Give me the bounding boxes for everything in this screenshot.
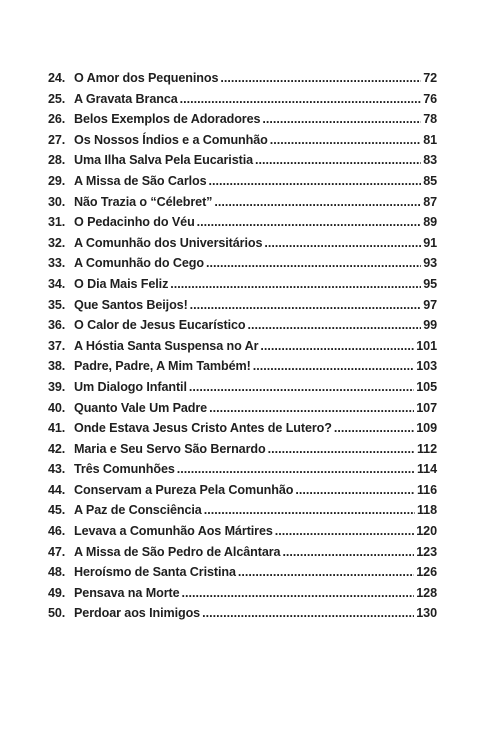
toc-entry-number: 29. xyxy=(48,173,66,188)
toc-entry-title: Onde Estava Jesus Cristo Antes de Lutero? xyxy=(74,421,332,436)
toc-entry-page: 114 xyxy=(416,462,437,477)
toc-entry-title: A Gravata Branca xyxy=(74,91,178,106)
toc-entry-page: 85 xyxy=(423,173,437,188)
toc-entry-title: A Hóstia Santa Suspensa no Ar xyxy=(74,338,259,353)
toc-entry xyxy=(48,524,437,545)
toc-entry-number: 45. xyxy=(48,503,66,518)
dot-leader xyxy=(209,401,414,415)
dot-leader xyxy=(220,71,421,85)
toc-entry-title: A Comunhão dos Universitários xyxy=(74,235,263,250)
toc-entry-number: 48. xyxy=(48,565,66,580)
toc-entry-title: Três Comunhões xyxy=(74,462,175,477)
toc-entry xyxy=(48,133,437,154)
toc-entry-page: 112 xyxy=(416,441,437,456)
toc-entry xyxy=(48,298,437,319)
toc-entry-number: 40. xyxy=(48,400,66,415)
toc-entry-page: 103 xyxy=(416,359,437,374)
toc-entry-page: 89 xyxy=(423,215,437,230)
toc-entry-page: 87 xyxy=(423,194,437,209)
toc-entry-title: O Amor dos Pequeninos xyxy=(74,71,219,85)
toc-entry-page: 81 xyxy=(423,132,437,147)
dot-leader xyxy=(255,153,421,167)
toc-entry-page: 76 xyxy=(423,91,437,106)
dot-leader xyxy=(214,195,421,209)
toc-entry-number: 44. xyxy=(48,482,66,497)
dot-leader xyxy=(189,380,414,394)
dot-leader xyxy=(282,545,414,559)
toc-entry-title: O Pedacinho do Véu xyxy=(74,215,195,230)
dot-leader xyxy=(268,442,415,456)
toc-entry-number: 42. xyxy=(48,441,66,456)
toc-entry-title: Quanto Vale Um Padre xyxy=(74,400,208,415)
toc-entry-page: 99 xyxy=(423,318,437,333)
toc-entry-page: 118 xyxy=(416,503,437,518)
toc-entry-number: 43. xyxy=(48,462,66,477)
toc-entry-page: 123 xyxy=(416,544,437,559)
toc-entry-title: Uma Ilha Salva Pela Eucaristia xyxy=(74,153,254,168)
toc-entry-number: 37. xyxy=(48,338,66,353)
dot-leader xyxy=(177,462,415,476)
toc-entry xyxy=(48,277,437,298)
toc-entry-title: Belos Exemplos de Adoradores xyxy=(74,112,261,127)
toc-entry xyxy=(48,462,437,483)
toc-entry xyxy=(48,112,437,133)
dot-leader xyxy=(204,503,415,517)
toc-entry-title: A Comunhão do Cego xyxy=(74,256,204,271)
toc-entry xyxy=(48,565,437,586)
toc-entry-number: 41. xyxy=(48,421,66,436)
toc-entry-page: 83 xyxy=(423,153,437,168)
dot-leader xyxy=(206,256,421,270)
toc-entry-title: A Missa de São Carlos xyxy=(74,173,207,188)
dot-leader xyxy=(182,586,415,600)
dot-leader xyxy=(209,174,422,188)
toc-entry-title: Conservam a Pureza Pela Comunhão xyxy=(74,482,294,497)
table-of-contents xyxy=(48,71,437,627)
toc-entry-title: A Paz de Consciência xyxy=(74,503,202,518)
toc-entry-page: 107 xyxy=(416,400,437,415)
dot-leader xyxy=(247,318,421,332)
toc-entry xyxy=(48,503,437,524)
dot-leader xyxy=(202,606,414,620)
dot-leader xyxy=(262,112,421,126)
toc-entry-title: Que Santos Beijos! xyxy=(74,297,188,312)
dot-leader xyxy=(253,359,415,373)
toc-entry xyxy=(48,318,437,339)
dot-leader xyxy=(270,133,421,147)
toc-entry-title: A Missa de São Pedro de Alcântara xyxy=(74,544,281,559)
toc-entry-number: 27. xyxy=(48,132,66,147)
toc-entry-page: 130 xyxy=(416,606,437,621)
toc-entry-number: 49. xyxy=(48,585,66,600)
toc-entry-page: 93 xyxy=(423,256,437,271)
dot-leader xyxy=(264,236,421,250)
toc-entry xyxy=(48,92,437,113)
toc-entry xyxy=(48,442,437,463)
toc-entry xyxy=(48,339,437,360)
toc-entry xyxy=(48,153,437,174)
toc-entry-page: 72 xyxy=(423,71,437,85)
dot-leader xyxy=(197,215,422,229)
toc-entry-title: Levava a Comunhão Aos Mártires xyxy=(74,524,273,539)
toc-entry-title: O Dia Mais Feliz xyxy=(74,276,169,291)
toc-entry-number: 30. xyxy=(48,194,66,209)
toc-entry xyxy=(48,236,437,257)
toc-entry-page: 105 xyxy=(416,379,437,394)
toc-entry xyxy=(48,195,437,216)
toc-entry xyxy=(48,359,437,380)
toc-entry-title: Os Nossos Índios e a Comunhão xyxy=(74,132,268,147)
toc-entry-page: 101 xyxy=(416,338,437,353)
toc-entry-title: Heroísmo de Santa Cristina xyxy=(74,565,236,580)
toc-entry-number: 34. xyxy=(48,276,66,291)
toc-entry xyxy=(48,174,437,195)
toc-entry-number: 31. xyxy=(48,215,66,230)
toc-entry-number: 36. xyxy=(48,318,66,333)
toc-entry-title: Padre, Padre, A Mim Também! xyxy=(74,359,251,374)
dot-leader xyxy=(180,92,422,106)
toc-entry-number: 28. xyxy=(48,153,66,168)
toc-entry-page: 95 xyxy=(423,276,437,291)
toc-entry-title: Um Dialogo Infantil xyxy=(74,379,187,394)
dot-leader xyxy=(334,421,414,435)
toc-entry-page: 120 xyxy=(416,524,437,539)
toc-entry-number: 25. xyxy=(48,91,66,106)
dot-leader xyxy=(190,298,422,312)
toc-entry-page: 116 xyxy=(416,482,437,497)
toc-entry-number: 50. xyxy=(48,606,66,621)
toc-entry xyxy=(48,256,437,277)
toc-entry-number: 46. xyxy=(48,524,66,539)
toc-entry-number: 38. xyxy=(48,359,66,374)
toc-entry-number: 32. xyxy=(48,235,66,250)
toc-entry-number: 47. xyxy=(48,544,66,559)
toc-entry-title: Perdoar aos Inimigos xyxy=(74,606,201,621)
toc-entry-title: Não Trazia o “Célebret” xyxy=(74,194,213,209)
toc-entry-page: 97 xyxy=(423,297,437,312)
toc-entry xyxy=(48,380,437,401)
toc-entry xyxy=(48,586,437,607)
toc-entry-number: 24. xyxy=(48,71,66,85)
toc-entry-title: Maria e Seu Servo São Bernardo xyxy=(74,441,266,456)
toc-entry-number: 39. xyxy=(48,379,66,394)
toc-entry-page: 109 xyxy=(416,421,437,436)
toc-entry-number: 26. xyxy=(48,112,66,127)
dot-leader xyxy=(275,524,414,538)
toc-entry-page: 91 xyxy=(423,235,437,250)
dot-leader xyxy=(170,277,421,291)
dot-leader xyxy=(238,565,414,579)
toc-entry xyxy=(48,71,437,92)
toc-entry xyxy=(48,545,437,566)
toc-entry-page: 128 xyxy=(416,585,437,600)
toc-entry xyxy=(48,401,437,422)
toc-entry xyxy=(48,606,437,627)
toc-entry-number: 35. xyxy=(48,297,66,312)
toc-entry-page: 126 xyxy=(416,565,437,580)
toc-entry-page: 78 xyxy=(423,112,437,127)
dot-leader xyxy=(260,339,414,353)
toc-entry xyxy=(48,215,437,236)
toc-entry-title: Pensava na Morte xyxy=(74,585,180,600)
toc-entry-title: O Calor de Jesus Eucarístico xyxy=(74,318,246,333)
toc-entry-number: 33. xyxy=(48,256,66,271)
dot-leader xyxy=(295,483,415,497)
toc-entry xyxy=(48,483,437,504)
toc-entry xyxy=(48,421,437,442)
